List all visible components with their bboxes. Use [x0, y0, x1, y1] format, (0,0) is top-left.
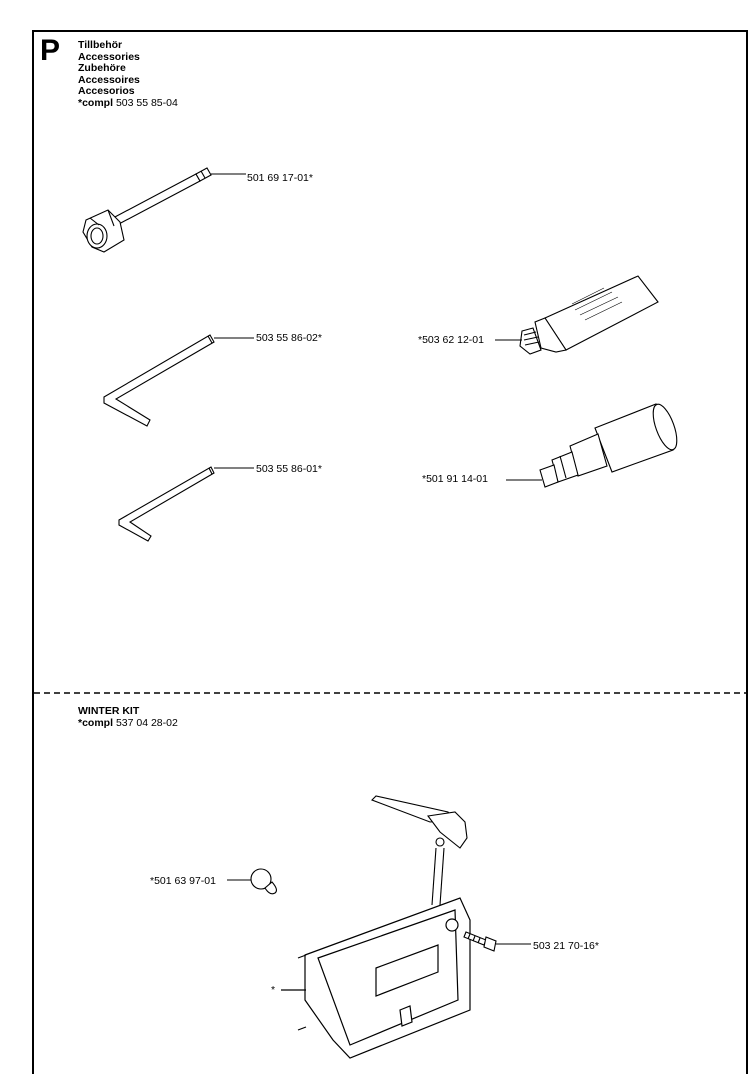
title-spanish: Accesorios	[78, 85, 135, 97]
section-letter: P	[40, 34, 61, 67]
winter-lever-drawing	[372, 796, 467, 905]
title-swedish: Tillbehör	[78, 39, 123, 51]
label-screw: 503 21 70-16*	[533, 940, 599, 952]
compl-number: 503 55 85-04	[115, 96, 178, 109]
label-plug: *501 63 97-01	[150, 875, 216, 887]
winter-kit-title: WINTER KIT	[78, 705, 140, 717]
hex-key-large-drawing	[104, 335, 254, 426]
title-english: Accessories	[78, 50, 140, 63]
label-hex-key-small: 503 55 86-01*	[256, 463, 322, 475]
label-hex-key-large: 503 55 86-02*	[256, 332, 322, 344]
compl-prefix: *compl	[78, 96, 114, 109]
grease-tube-drawing	[495, 276, 658, 354]
winter-compl-number: 537 04 28-02	[115, 716, 178, 729]
label-wrench: 501 69 17-01*	[247, 172, 313, 184]
hex-key-small-drawing	[119, 467, 254, 541]
title-german: Zubehöre	[78, 62, 126, 74]
label-cover: *	[271, 984, 276, 996]
winter-cover-drawing	[281, 898, 470, 1058]
winter-screw-drawing	[464, 932, 531, 951]
label-grease-tube: *503 62 12-01	[418, 334, 484, 346]
grease-gun-drawing	[506, 401, 682, 487]
label-grease-gun: *501 91 14-01	[422, 473, 488, 485]
title-french: Accessoires	[78, 73, 140, 86]
winter-compl-prefix: *compl	[78, 716, 114, 729]
combination-wrench-drawing	[83, 168, 246, 252]
plug-drawing	[227, 869, 276, 894]
